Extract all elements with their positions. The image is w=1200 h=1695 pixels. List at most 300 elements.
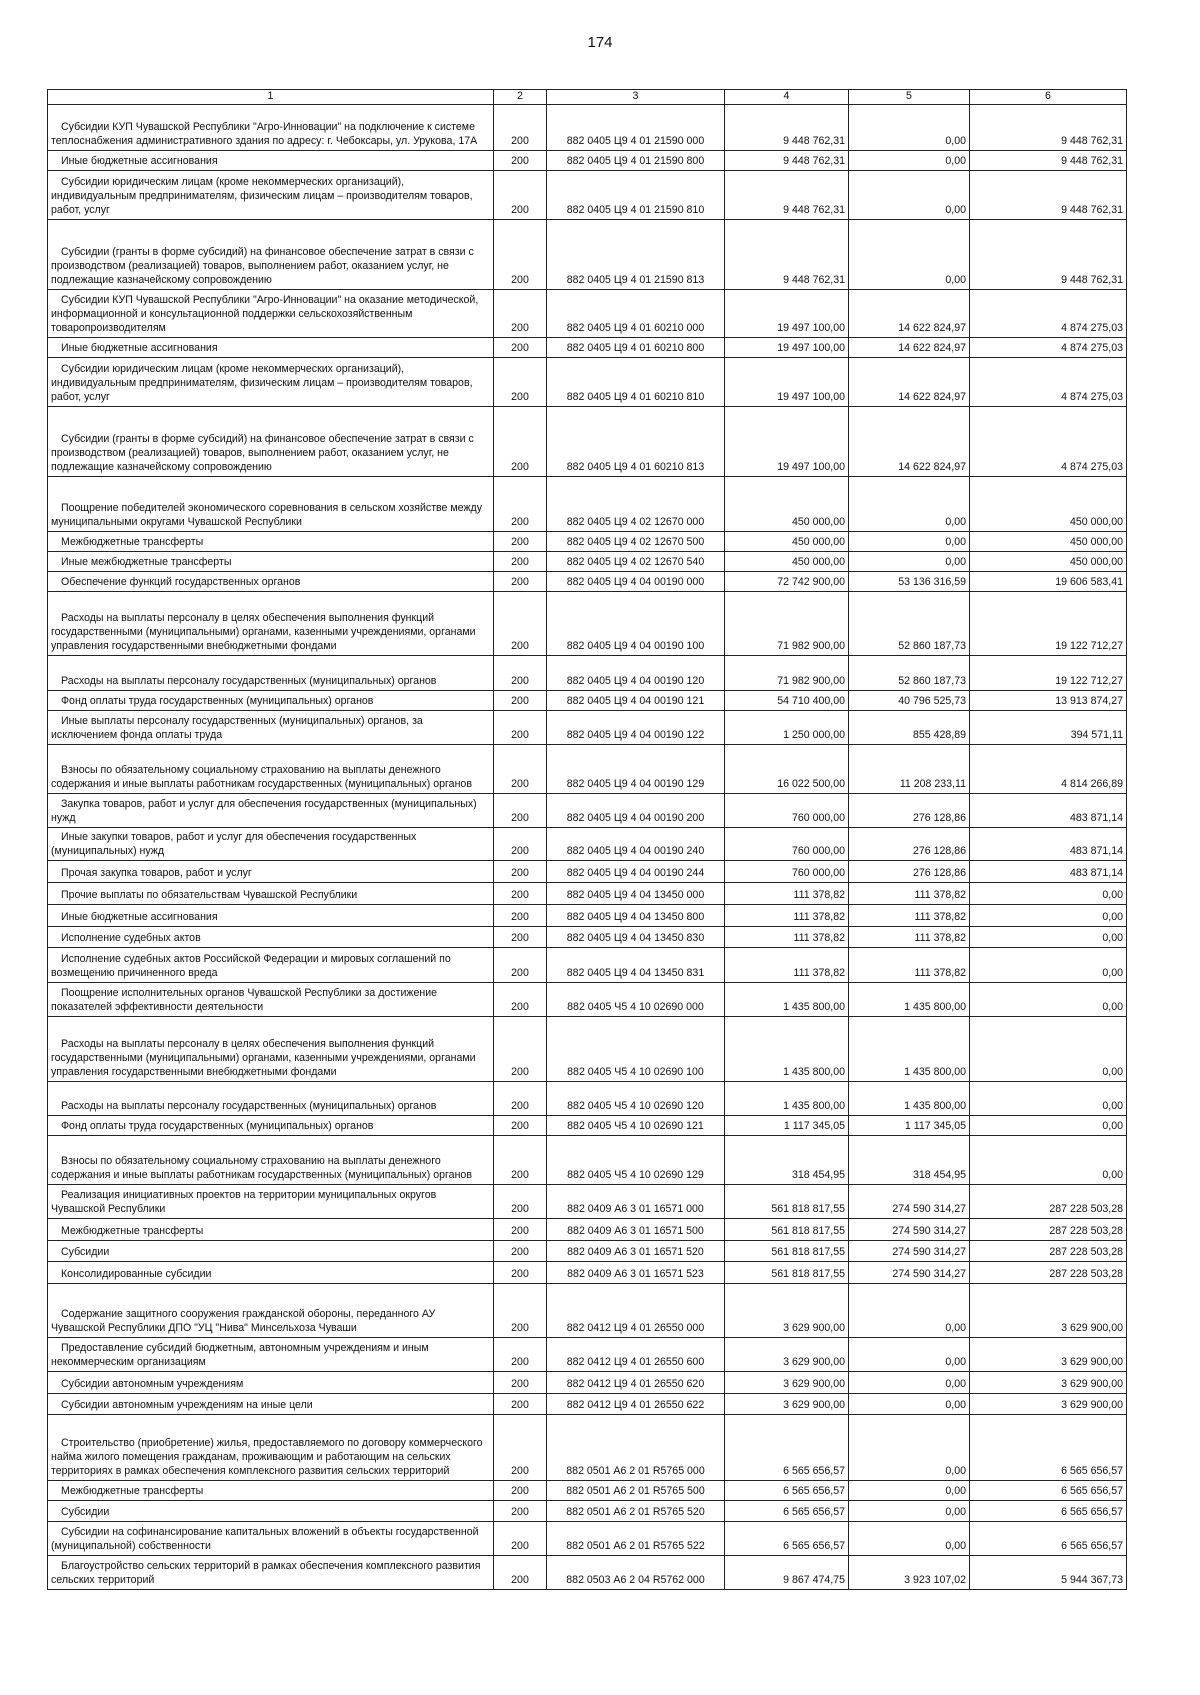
table-row <box>48 904 1127 926</box>
row-name: Исполнение судебных актов <box>48 926 494 947</box>
row-classification-code: 882 0405 Ч5 4 10 02690 100 <box>547 1016 725 1081</box>
row-value-col5: 1 117 345,05 <box>849 1115 970 1135</box>
row-value-col5: 0,00 <box>849 1500 970 1521</box>
row-value-col6: 13 913 874,27 <box>970 690 1127 710</box>
row-value-col4: 450 000,00 <box>725 476 849 531</box>
row-value-col6: 450 000,00 <box>970 531 1127 551</box>
table-row <box>48 1371 1127 1393</box>
row-name: Субсидии (гранты в форме субсидий) на финансовое обеспечение затрат в связи с производством (реализацией) товаров, выполнением работ, оказанием услуг, не подлежащие казначейскому сопровождению <box>48 219 494 289</box>
row-classification-code: 882 0501 А6 2 01 R5765 000 <box>547 1414 725 1480</box>
row-name: Иные бюджетные ассигнования <box>48 337 494 357</box>
row-value-col5: 276 128,86 <box>849 827 970 860</box>
row-code: 200 <box>494 904 547 926</box>
row-value-col4: 9 448 762,31 <box>725 219 849 289</box>
table-row <box>48 1115 1127 1135</box>
row-value-col5: 0,00 <box>849 551 970 571</box>
row-value-col5: 0,00 <box>849 476 970 531</box>
table-row <box>48 1218 1127 1240</box>
col-header-2: 2 <box>494 90 547 105</box>
table-row <box>48 1135 1127 1184</box>
row-name: Иные межбюджетные трансферты <box>48 551 494 571</box>
row-classification-code: 882 0405 Ц9 4 01 21590 000 <box>547 104 725 150</box>
row-value-col5: 318 454,95 <box>849 1135 970 1184</box>
row-name: Фонд оплаты труда государственных (муниципальных) органов <box>48 690 494 710</box>
budget-table <box>47 89 1127 1590</box>
row-classification-code: 882 0405 Ц9 4 02 12670 500 <box>547 531 725 551</box>
row-classification-code: 882 0405 Ц9 4 04 00190 244 <box>547 860 725 882</box>
row-value-col6: 9 448 762,31 <box>970 219 1127 289</box>
row-code: 200 <box>494 860 547 882</box>
row-code: 200 <box>494 1218 547 1240</box>
table-row <box>48 1283 1127 1337</box>
row-code: 200 <box>494 1135 547 1184</box>
row-code: 200 <box>494 1240 547 1261</box>
row-classification-code: 882 0405 Ц9 4 01 60210 000 <box>547 289 725 337</box>
row-code: 200 <box>494 1115 547 1135</box>
row-code: 200 <box>494 1555 547 1589</box>
row-value-col5: 274 590 314,27 <box>849 1184 970 1218</box>
row-code: 200 <box>494 406 547 476</box>
row-name: Прочие выплаты по обязательствам Чувашской Республики <box>48 882 494 904</box>
row-code: 200 <box>494 170 547 219</box>
row-value-col6: 0,00 <box>970 926 1127 947</box>
row-classification-code: 882 0405 Ч5 4 10 02690 129 <box>547 1135 725 1184</box>
row-classification-code: 882 0501 А6 2 01 R5765 520 <box>547 1500 725 1521</box>
row-value-col6: 4 874 275,03 <box>970 337 1127 357</box>
row-value-col5: 111 378,82 <box>849 947 970 982</box>
row-name: Взносы по обязательному социальному страхованию на выплаты денежного содержания и иные выплаты работникам государственных (муниципальных) органов <box>48 1135 494 1184</box>
row-value-col4: 1 435 800,00 <box>725 1016 849 1081</box>
table-row <box>48 406 1127 476</box>
row-name: Субсидии (гранты в форме субсидий) на финансовое обеспечение затрат в связи с производством (реализацией) товаров, выполнением работ, оказанием услуг, не подлежащие казначейскому сопровождению <box>48 406 494 476</box>
row-value-col4: 19 497 100,00 <box>725 406 849 476</box>
row-classification-code: 882 0405 Ч5 4 10 02690 121 <box>547 1115 725 1135</box>
table-row <box>48 1521 1127 1555</box>
row-name: Расходы на выплаты персоналу в целях обеспечения выполнения функций государственными (муниципальными) органами, казенными учреждениями, органами управления государственными внебюджетными фондами <box>48 591 494 655</box>
row-classification-code: 882 0405 Ц9 4 01 21590 813 <box>547 219 725 289</box>
row-value-col5: 111 378,82 <box>849 926 970 947</box>
table-row <box>48 150 1127 170</box>
row-name: Расходы на выплаты персоналу государственных (муниципальных) органов <box>48 655 494 690</box>
row-code: 200 <box>494 710 547 744</box>
row-value-col4: 19 497 100,00 <box>725 357 849 406</box>
row-code: 200 <box>494 1261 547 1283</box>
table-row <box>48 1480 1127 1500</box>
table-row <box>48 551 1127 571</box>
row-classification-code: 882 0412 Ц9 4 01 26550 600 <box>547 1337 725 1371</box>
row-value-col5: 1 435 800,00 <box>849 1016 970 1081</box>
row-code: 200 <box>494 1393 547 1414</box>
table-row <box>48 710 1127 744</box>
row-value-col4: 6 565 656,57 <box>725 1521 849 1555</box>
table-row <box>48 289 1127 337</box>
row-code: 200 <box>494 357 547 406</box>
row-code: 200 <box>494 1081 547 1115</box>
row-value-col6: 483 871,14 <box>970 860 1127 882</box>
table-row <box>48 357 1127 406</box>
row-classification-code: 882 0405 Ц9 4 04 13450 000 <box>547 882 725 904</box>
table-row <box>48 793 1127 827</box>
row-value-col4: 72 742 900,00 <box>725 571 849 591</box>
row-classification-code: 882 0405 Ч5 4 10 02690 120 <box>547 1081 725 1115</box>
row-value-col4: 19 497 100,00 <box>725 289 849 337</box>
row-value-col6: 9 448 762,31 <box>970 104 1127 150</box>
row-value-col6: 287 228 503,28 <box>970 1184 1127 1218</box>
row-value-col5: 52 860 187,73 <box>849 591 970 655</box>
row-value-col4: 6 565 656,57 <box>725 1500 849 1521</box>
row-name: Содержание защитного сооружения гражданской обороны, переданного АУ Чувашской Республики ДПО "УЦ "Нива" Минсельхоза Чуваши <box>48 1283 494 1337</box>
row-value-col5: 14 622 824,97 <box>849 406 970 476</box>
row-value-col4: 111 378,82 <box>725 904 849 926</box>
row-name: Субсидии юридическим лицам (кроме некоммерческих организаций), индивидуальным предпринимателям, физическим лицам – производителям товаров, работ, услуг <box>48 170 494 219</box>
row-value-col5: 11 208 233,11 <box>849 744 970 793</box>
table-row <box>48 860 1127 882</box>
row-value-col4: 760 000,00 <box>725 827 849 860</box>
row-value-col5: 1 435 800,00 <box>849 982 970 1016</box>
row-classification-code: 882 0503 А6 2 04 R5762 000 <box>547 1555 725 1589</box>
row-name: Исполнение судебных актов Российской Федерации и мировых соглашений по возмещению причиненного вреда <box>48 947 494 982</box>
row-code: 200 <box>494 882 547 904</box>
row-value-col4: 1 250 000,00 <box>725 710 849 744</box>
table-body <box>48 104 1127 1589</box>
row-value-col5: 0,00 <box>849 1337 970 1371</box>
row-name: Взносы по обязательному социальному страхованию на выплаты денежного содержания и иные выплаты работникам государственных (муниципальных) органов <box>48 744 494 793</box>
row-value-col5: 0,00 <box>849 1414 970 1480</box>
row-value-col5: 14 622 824,97 <box>849 357 970 406</box>
row-classification-code: 882 0501 А6 2 01 R5765 500 <box>547 1480 725 1500</box>
row-value-col5: 0,00 <box>849 104 970 150</box>
row-value-col5: 276 128,86 <box>849 793 970 827</box>
row-value-col4: 3 629 900,00 <box>725 1393 849 1414</box>
table-row <box>48 1555 1127 1589</box>
row-name: Субсидии на софинансирование капитальных вложений в объекты государственной (муниципальной) собственности <box>48 1521 494 1555</box>
row-value-col5: 0,00 <box>849 1371 970 1393</box>
row-value-col4: 561 818 817,55 <box>725 1261 849 1283</box>
row-value-col4: 71 982 900,00 <box>725 591 849 655</box>
row-value-col5: 14 622 824,97 <box>849 337 970 357</box>
row-value-col6: 3 629 900,00 <box>970 1393 1127 1414</box>
table-row <box>48 982 1127 1016</box>
row-code: 200 <box>494 337 547 357</box>
row-name: Обеспечение функций государственных органов <box>48 571 494 591</box>
row-value-col6: 19 122 712,27 <box>970 655 1127 690</box>
table-row <box>48 219 1127 289</box>
row-value-col4: 3 629 900,00 <box>725 1337 849 1371</box>
row-classification-code: 882 0501 А6 2 01 R5765 522 <box>547 1521 725 1555</box>
row-value-col4: 111 378,82 <box>725 882 849 904</box>
row-name: Иные бюджетные ассигнования <box>48 150 494 170</box>
row-value-col6: 9 448 762,31 <box>970 170 1127 219</box>
row-value-col4: 3 629 900,00 <box>725 1283 849 1337</box>
row-value-col6: 287 228 503,28 <box>970 1240 1127 1261</box>
row-code: 200 <box>494 982 547 1016</box>
col-header-3: 3 <box>547 90 725 105</box>
header-row <box>48 90 1127 105</box>
row-value-col5: 0,00 <box>849 1480 970 1500</box>
table-row <box>48 1393 1127 1414</box>
row-classification-code: 882 0405 Ц9 4 04 13450 831 <box>547 947 725 982</box>
row-name: Предоставление субсидий бюджетным, автономным учреждениям и иным некоммерческим организациям <box>48 1337 494 1371</box>
row-value-col4: 9 867 474,75 <box>725 1555 849 1589</box>
row-value-col4: 111 378,82 <box>725 926 849 947</box>
row-value-col4: 9 448 762,31 <box>725 104 849 150</box>
row-classification-code: 882 0405 Ц9 4 02 12670 540 <box>547 551 725 571</box>
row-value-col6: 483 871,14 <box>970 827 1127 860</box>
row-name: Фонд оплаты труда государственных (муниципальных) органов <box>48 1115 494 1135</box>
table-row <box>48 1240 1127 1261</box>
table-row <box>48 531 1127 551</box>
row-value-col5: 0,00 <box>849 1521 970 1555</box>
row-value-col6: 4 874 275,03 <box>970 289 1127 337</box>
col-header-5: 5 <box>849 90 970 105</box>
row-value-col4: 760 000,00 <box>725 860 849 882</box>
row-code: 200 <box>494 1371 547 1393</box>
row-name: Субсидии КУП Чувашской Республики "Агро-Инновации" на подключение к системе теплоснабжения административного здания по адресу: г. Чебоксары, ул. Урукова, 17А <box>48 104 494 150</box>
row-value-col6: 19 122 712,27 <box>970 591 1127 655</box>
row-value-col6: 450 000,00 <box>970 476 1127 531</box>
row-value-col6: 0,00 <box>970 1115 1127 1135</box>
row-value-col4: 54 710 400,00 <box>725 690 849 710</box>
row-code: 200 <box>494 591 547 655</box>
row-name: Субсидии <box>48 1240 494 1261</box>
row-value-col6: 0,00 <box>970 947 1127 982</box>
row-value-col6: 6 565 656,57 <box>970 1480 1127 1500</box>
row-name: Прочая закупка товаров, работ и услуг <box>48 860 494 882</box>
table-row <box>48 170 1127 219</box>
row-value-col5: 274 590 314,27 <box>849 1240 970 1261</box>
row-code: 200 <box>494 551 547 571</box>
row-code: 200 <box>494 1521 547 1555</box>
row-value-col5: 52 860 187,73 <box>849 655 970 690</box>
row-value-col6: 450 000,00 <box>970 551 1127 571</box>
row-classification-code: 882 0405 Ц9 4 04 00190 240 <box>547 827 725 860</box>
row-classification-code: 882 0409 А6 3 01 16571 523 <box>547 1261 725 1283</box>
row-classification-code: 882 0405 Ц9 4 04 13450 800 <box>547 904 725 926</box>
row-code: 200 <box>494 476 547 531</box>
row-value-col4: 450 000,00 <box>725 551 849 571</box>
row-name: Иные бюджетные ассигнования <box>48 904 494 926</box>
table-row <box>48 1081 1127 1115</box>
row-classification-code: 882 0405 Ц9 4 04 00190 121 <box>547 690 725 710</box>
row-name: Межбюджетные трансферты <box>48 1218 494 1240</box>
row-value-col5: 0,00 <box>849 150 970 170</box>
row-value-col5: 0,00 <box>849 1393 970 1414</box>
row-value-col4: 760 000,00 <box>725 793 849 827</box>
row-name: Благоустройство сельских территорий в рамках обеспечения комплексного развития сельских территорий <box>48 1555 494 1589</box>
row-value-col6: 0,00 <box>970 1135 1127 1184</box>
table-row <box>48 1337 1127 1371</box>
row-value-col4: 19 497 100,00 <box>725 337 849 357</box>
table-row <box>48 1261 1127 1283</box>
row-name: Поощрение исполнительных органов Чувашской Республики за достижение показателей эффективности деятельности <box>48 982 494 1016</box>
row-code: 200 <box>494 289 547 337</box>
row-value-col4: 9 448 762,31 <box>725 150 849 170</box>
row-code: 200 <box>494 104 547 150</box>
row-name: Субсидии юридическим лицам (кроме некоммерческих организаций), индивидуальным предпринимателям, физическим лицам – производителям товаров, работ, услуг <box>48 357 494 406</box>
row-classification-code: 882 0409 А6 3 01 16571 500 <box>547 1218 725 1240</box>
row-code: 200 <box>494 1414 547 1480</box>
row-value-col5: 40 796 525,73 <box>849 690 970 710</box>
row-value-col6: 19 606 583,41 <box>970 571 1127 591</box>
row-code: 200 <box>494 1184 547 1218</box>
row-value-col6: 287 228 503,28 <box>970 1218 1127 1240</box>
row-classification-code: 882 0405 Ц9 4 04 00190 200 <box>547 793 725 827</box>
row-name: Реализация инициативных проектов на территории муниципальных округов Чувашской Республики <box>48 1184 494 1218</box>
row-value-col6: 0,00 <box>970 982 1127 1016</box>
row-name: Консолидированные субсидии <box>48 1261 494 1283</box>
row-classification-code: 882 0405 Ц9 4 04 00190 129 <box>547 744 725 793</box>
row-code: 200 <box>494 655 547 690</box>
row-code: 200 <box>494 690 547 710</box>
table-row <box>48 655 1127 690</box>
table-row <box>48 1500 1127 1521</box>
row-classification-code: 882 0405 Ц9 4 02 12670 000 <box>547 476 725 531</box>
row-name: Иные выплаты персоналу государственных (муниципальных) органов, за исключением фонда оплаты труда <box>48 710 494 744</box>
row-value-col4: 1 435 800,00 <box>725 1081 849 1115</box>
row-classification-code: 882 0409 А6 3 01 16571 000 <box>547 1184 725 1218</box>
row-value-col4: 561 818 817,55 <box>725 1240 849 1261</box>
row-value-col5: 274 590 314,27 <box>849 1261 970 1283</box>
row-value-col6: 4 874 275,03 <box>970 357 1127 406</box>
row-value-col5: 274 590 314,27 <box>849 1218 970 1240</box>
col-header-6: 6 <box>970 90 1127 105</box>
row-name: Расходы на выплаты персоналу в целях обеспечения выполнения функций государственными (муниципальными) органами, казенными учреждениями, органами управления государственными внебюджетными фондами <box>48 1016 494 1081</box>
row-value-col6: 0,00 <box>970 904 1127 926</box>
row-name: Строительство (приобретение) жилья, предоставляемого по договору коммерческого найма жилого помещения гражданам, проживающим и работающим на сельских территориях в рамках обеспечения комплексного развития сельских территорий <box>48 1414 494 1480</box>
row-name: Субсидии автономным учреждениям <box>48 1371 494 1393</box>
row-classification-code: 882 0412 Ц9 4 01 26550 620 <box>547 1371 725 1393</box>
table-row <box>48 690 1127 710</box>
row-classification-code: 882 0405 Ц9 4 04 00190 000 <box>547 571 725 591</box>
row-value-col6: 6 565 656,57 <box>970 1521 1127 1555</box>
row-value-col4: 111 378,82 <box>725 947 849 982</box>
row-code: 200 <box>494 744 547 793</box>
row-classification-code: 882 0405 Ч5 4 10 02690 000 <box>547 982 725 1016</box>
row-value-col5: 1 435 800,00 <box>849 1081 970 1115</box>
row-classification-code: 882 0405 Ц9 4 01 60210 810 <box>547 357 725 406</box>
row-code: 200 <box>494 1500 547 1521</box>
table-row <box>48 1184 1127 1218</box>
table-row <box>48 104 1127 150</box>
row-value-col5: 0,00 <box>849 170 970 219</box>
row-value-col5: 0,00 <box>849 1283 970 1337</box>
row-name: Межбюджетные трансферты <box>48 1480 494 1500</box>
row-code: 200 <box>494 1283 547 1337</box>
col-header-4: 4 <box>725 90 849 105</box>
row-code: 200 <box>494 219 547 289</box>
row-value-col6: 9 448 762,31 <box>970 150 1127 170</box>
row-value-col4: 561 818 817,55 <box>725 1218 849 1240</box>
row-value-col5: 111 378,82 <box>849 904 970 926</box>
row-value-col6: 5 944 367,73 <box>970 1555 1127 1589</box>
row-value-col5: 855 428,89 <box>849 710 970 744</box>
row-value-col6: 287 228 503,28 <box>970 1261 1127 1283</box>
row-value-col5: 276 128,86 <box>849 860 970 882</box>
row-classification-code: 882 0405 Ц9 4 04 00190 120 <box>547 655 725 690</box>
row-value-col6: 3 629 900,00 <box>970 1283 1127 1337</box>
table-row <box>48 882 1127 904</box>
row-value-col6: 0,00 <box>970 1016 1127 1081</box>
row-value-col6: 0,00 <box>970 882 1127 904</box>
table-row <box>48 591 1127 655</box>
table-row <box>48 947 1127 982</box>
row-code: 200 <box>494 926 547 947</box>
table-row <box>48 1016 1127 1081</box>
row-name: Субсидии автономным учреждениям на иные цели <box>48 1393 494 1414</box>
row-value-col5: 14 622 824,97 <box>849 289 970 337</box>
row-code: 200 <box>494 1480 547 1500</box>
row-name: Субсидии КУП Чувашской Республики "Агро-Инновации" на оказание методической, информационной и консультационной поддержки сельскохозяйственным товаропроизводителям <box>48 289 494 337</box>
table-row <box>48 571 1127 591</box>
row-code: 200 <box>494 531 547 551</box>
row-classification-code: 882 0405 Ц9 4 04 00190 122 <box>547 710 725 744</box>
row-code: 200 <box>494 1337 547 1371</box>
row-code: 200 <box>494 827 547 860</box>
row-code: 200 <box>494 150 547 170</box>
row-value-col6: 6 565 656,57 <box>970 1500 1127 1521</box>
row-value-col4: 1 435 800,00 <box>725 982 849 1016</box>
table-row <box>48 476 1127 531</box>
col-header-1: 1 <box>48 90 494 105</box>
row-name: Субсидии <box>48 1500 494 1521</box>
row-value-col6: 3 629 900,00 <box>970 1337 1127 1371</box>
table-row <box>48 337 1127 357</box>
table-row <box>48 1414 1127 1480</box>
row-value-col6: 4 874 275,03 <box>970 406 1127 476</box>
row-value-col5: 0,00 <box>849 219 970 289</box>
row-value-col6: 483 871,14 <box>970 793 1127 827</box>
row-value-col4: 561 818 817,55 <box>725 1184 849 1218</box>
table-row <box>48 744 1127 793</box>
row-name: Иные закупки товаров, работ и услуг для обеспечения государственных (муниципальных) нужд <box>48 827 494 860</box>
row-value-col6: 3 629 900,00 <box>970 1371 1127 1393</box>
row-code: 200 <box>494 571 547 591</box>
table-row <box>48 827 1127 860</box>
row-value-col4: 6 565 656,57 <box>725 1480 849 1500</box>
row-classification-code: 882 0405 Ц9 4 01 60210 813 <box>547 406 725 476</box>
row-code: 200 <box>494 1016 547 1081</box>
row-value-col6: 6 565 656,57 <box>970 1414 1127 1480</box>
row-value-col4: 3 629 900,00 <box>725 1371 849 1393</box>
row-value-col4: 9 448 762,31 <box>725 170 849 219</box>
row-classification-code: 882 0405 Ц9 4 01 60210 800 <box>547 337 725 357</box>
row-value-col6: 0,00 <box>970 1081 1127 1115</box>
row-code: 200 <box>494 947 547 982</box>
row-classification-code: 882 0405 Ц9 4 04 00190 100 <box>547 591 725 655</box>
row-value-col4: 16 022 500,00 <box>725 744 849 793</box>
row-classification-code: 882 0405 Ц9 4 01 21590 810 <box>547 170 725 219</box>
table-row <box>48 926 1127 947</box>
row-value-col5: 111 378,82 <box>849 882 970 904</box>
row-value-col4: 450 000,00 <box>725 531 849 551</box>
row-classification-code: 882 0409 А6 3 01 16571 520 <box>547 1240 725 1261</box>
row-name: Поощрение победителей экономического соревнования в сельском хозяйстве между муниципальными округами Чувашской Республики <box>48 476 494 531</box>
row-value-col5: 0,00 <box>849 531 970 551</box>
row-classification-code: 882 0412 Ц9 4 01 26550 622 <box>547 1393 725 1414</box>
row-name: Закупка товаров, работ и услуг для обеспечения государственных (муниципальных) нужд <box>48 793 494 827</box>
row-classification-code: 882 0412 Ц9 4 01 26550 000 <box>547 1283 725 1337</box>
row-value-col6: 394 571,11 <box>970 710 1127 744</box>
row-value-col4: 1 117 345,05 <box>725 1115 849 1135</box>
row-name: Межбюджетные трансферты <box>48 531 494 551</box>
row-value-col5: 53 136 316,59 <box>849 571 970 591</box>
row-value-col4: 6 565 656,57 <box>725 1414 849 1480</box>
row-value-col5: 3 923 107,02 <box>849 1555 970 1589</box>
row-value-col4: 318 454,95 <box>725 1135 849 1184</box>
row-value-col6: 4 814 266,89 <box>970 744 1127 793</box>
row-name: Расходы на выплаты персоналу государственных (муниципальных) органов <box>48 1081 494 1115</box>
row-code: 200 <box>494 793 547 827</box>
